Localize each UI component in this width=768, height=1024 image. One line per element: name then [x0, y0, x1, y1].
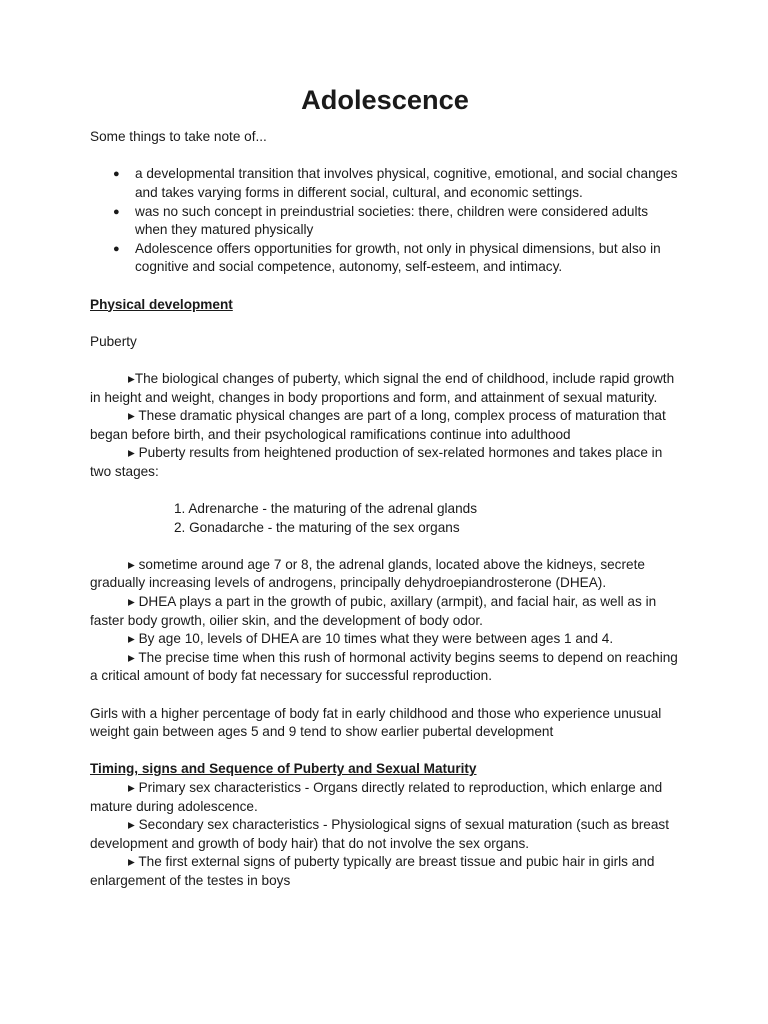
bullet-icon: ● — [113, 168, 120, 181]
spacer — [90, 314, 680, 333]
section-heading-physical: Physical development — [90, 296, 233, 312]
spacer — [90, 351, 680, 370]
list-item: 2. Gonadarche - the maturing of the sex organs — [174, 519, 460, 535]
spacer — [90, 537, 680, 556]
document-page — [90, 84, 680, 891]
paragraph: ▸The biological changes of puberty, which signal the end of childhood, include rapid growth in height and weight, changes in body proportions and form, and attainment of sexual maturity. — [90, 370, 675, 405]
paragraph: ▸ The precise time when this rush of hormonal activity begins seems to depend on reaching a critical amount of body fat necessary for successful reproduction. — [90, 649, 678, 684]
paragraph: ▸ sometime around age 7 or 8, the adrenal glands, located above the kidneys, secrete gradually increasing levels of androgens, principally dehydroepiandrosterone (DHEA). — [90, 556, 645, 591]
bullet-text: Adolescence offers opportunities for growth, not only in physical dimensions, but also in cognitive and social competence, autonomy, self-esteem, and intimacy. — [135, 240, 661, 275]
bullet-text: a developmental transition that involves physical, cognitive, emotional, and social changes and takes varying forms in different social, cultural, and economic settings. — [135, 166, 678, 200]
page-title: Adolescence — [301, 84, 469, 115]
spacer — [90, 277, 680, 296]
paragraph: ▸ The first external signs of puberty typically are breast tissue and pubic hair in girls and enlargement of the testes in boys — [90, 854, 655, 888]
spacer — [90, 686, 680, 705]
bullet-icon: ● — [113, 242, 120, 255]
bullet-text: was no such concept in preindustrial societies: there, children were considered adults when they matured physically — [135, 203, 649, 238]
list-item — [90, 203, 680, 240]
spacer — [90, 742, 680, 761]
bullet-icon: ● — [113, 205, 120, 218]
subheading-puberty: Puberty — [90, 333, 137, 349]
paragraph: ▸ By age 10, levels of DHEA are 10 times what they were between ages 1 and 4. — [128, 631, 614, 647]
intro-text: Some things to take note of... — [90, 129, 267, 145]
bullet-list — [90, 165, 680, 277]
stages-list — [90, 500, 680, 537]
list-item: 1. Adrenarche - the maturing of the adrenal glands — [174, 501, 478, 517]
list-item — [90, 165, 680, 202]
paragraph: ▸ Puberty results from heightened production of sex-related hormones and takes place in two stages: — [90, 445, 663, 479]
section-heading-timing: Timing, signs and Sequence of Puberty and Sexual Maturity — [90, 761, 477, 777]
spacer — [90, 147, 680, 166]
list-item — [90, 240, 680, 277]
paragraph: ▸ DHEA plays a part in the growth of pubic, axillary (armpit), and facial hair, as well as in faster body growth, oilier skin, and the development of body odor. — [90, 594, 657, 628]
paragraph: ▸ Secondary sex characteristics - Physiological signs of sexual maturation (such as breast development and growth of body hair) that do not involve the sex organs. — [90, 817, 669, 851]
paragraph: ▸ These dramatic physical changes are part of a long, complex process of maturation that began before birth, and their psychological ramifications continue into adulthood — [90, 408, 666, 442]
paragraph: ▸ Primary sex characteristics - Organs directly related to reproduction, which enlarge and mature during adolescence. — [90, 779, 663, 814]
spacer — [90, 481, 680, 500]
paragraph-girls-note: Girls with a higher percentage of body fat in early childhood and those who experience unusual weight gain between ages 5 and 9 tend to show earlier pubertal development — [90, 705, 662, 740]
